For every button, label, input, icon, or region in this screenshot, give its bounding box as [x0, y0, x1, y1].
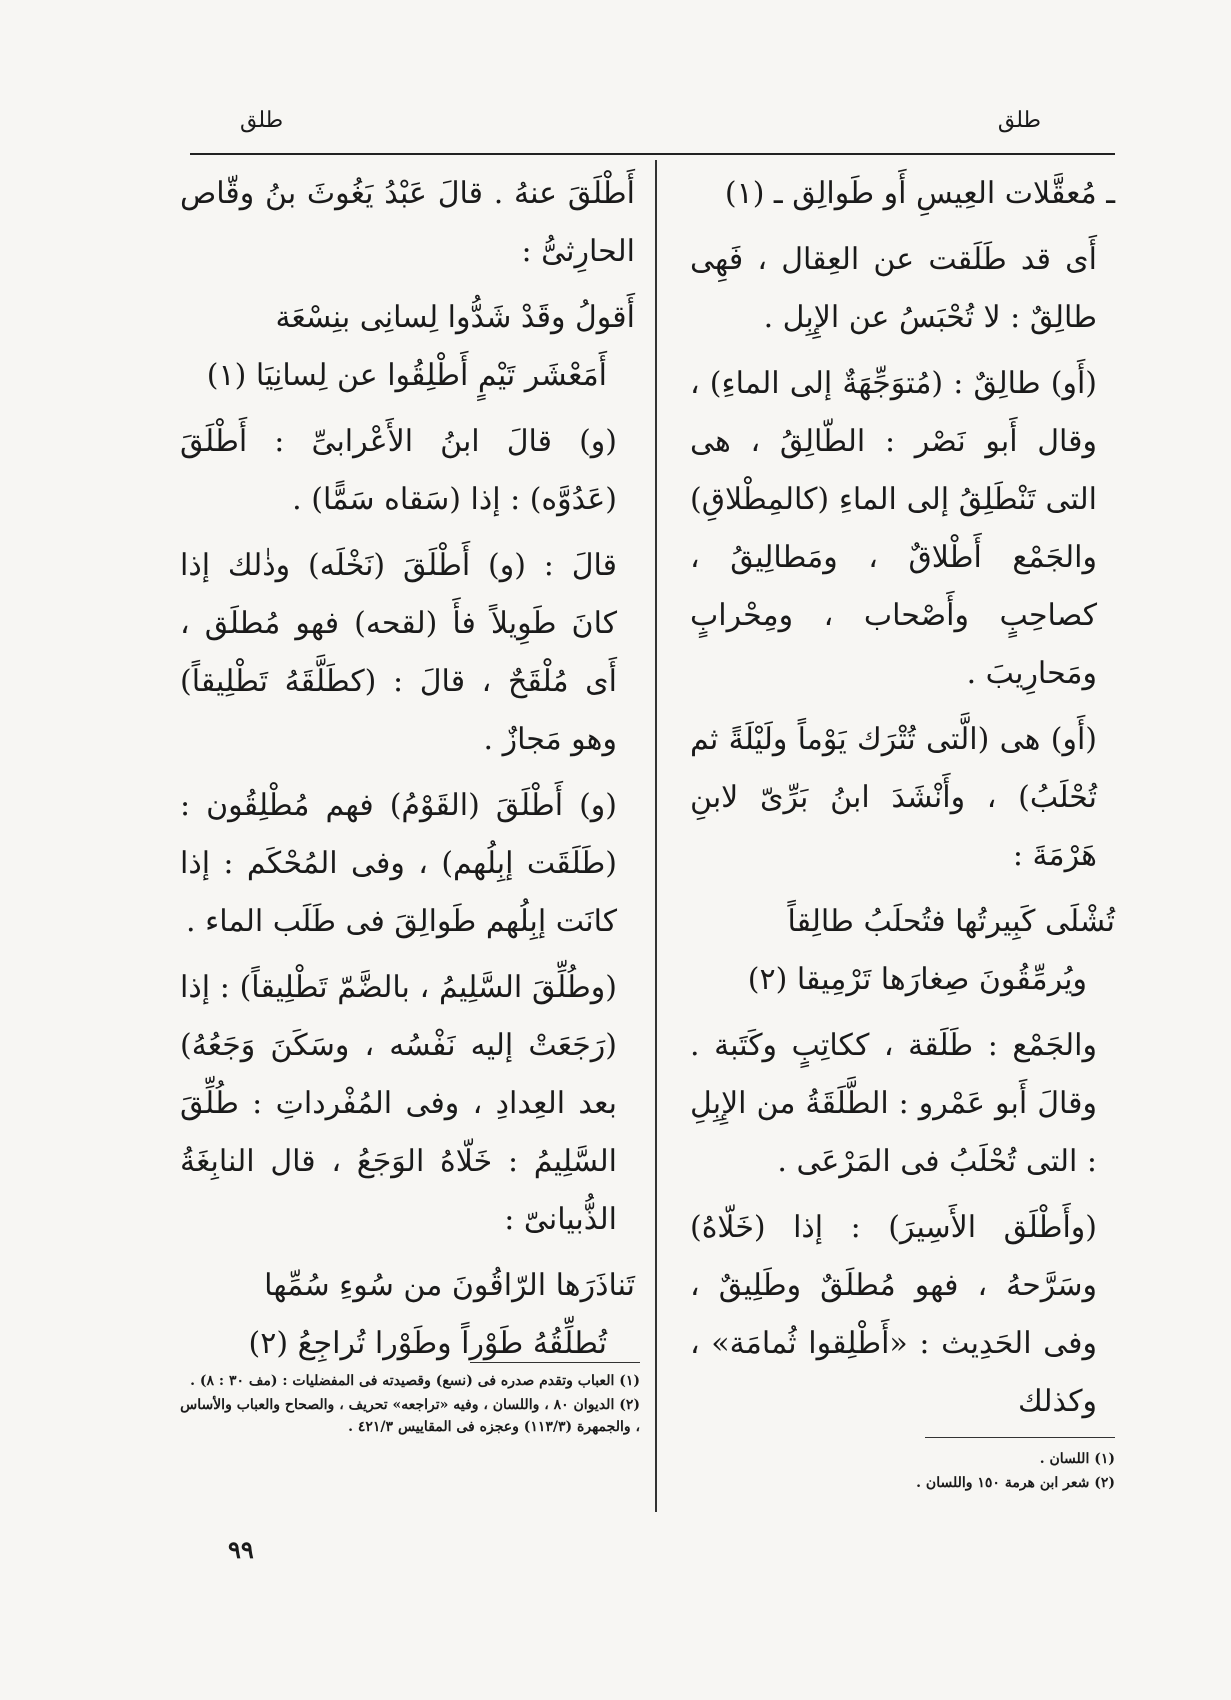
running-header-left: طلق: [240, 108, 284, 133]
right-column: [690, 165, 1115, 1439]
left-verse-2-line-2: تُطلِّقُهُ طَوْراً وطَوْرا تُراجِعُ (٢): [248, 1326, 607, 1361]
footnote-rule-right: [925, 1437, 1115, 1438]
right-verse: [690, 893, 1115, 1009]
footnote-left-2: (٢) الديوان ٨٠ ، واللسان ، وفيه «تراجعه» تحريف ، والصحاح والعباب والأساس ، والجمهرة (١١٣/٣) وعجزه فى المقاييس ٤٢١/٣ .: [180, 1397, 640, 1435]
footnotes-left: [180, 1370, 640, 1440]
left-verse-1-line-1: أَقولُ وقَدْ شَدُّوا لِسانِى بنِسْعَة: [275, 300, 635, 335]
left-para-3: قالَ : (و) أَطْلَقَ (نَخْلَه) وذٰلك إذا كانَ طَوِيلاً فأَ (لقحه) فهو مُطلَق ، أَى مُلْقَحٌ ، قالَ : (كطَلَّقَهُ تَطْلِيقاً) وهو مَجازٌ .: [180, 548, 617, 757]
footnote-rule-left: [470, 1362, 640, 1363]
right-para-3: (أَو) طالِقٌ : (مُتوَجِّهَةٌ إلى الماءِ) ، وقال أَبو نَصْر : الطّالِقُ ، هى التى تَنْطَلِقُ إلى الماءِ (كالمِطْلاقِ) والجَمْع أَطْلاقٌ ، ومَطالِيقُ ، كصاحِبٍ وأَصْحاب ، ومِحْرابٍ ومَحارِيبَ .: [690, 366, 1097, 691]
left-verse-1-line-2: أَمَعْشَر تَيْمٍ أَطْلِقُوا عن لِسانِيَا (١): [206, 358, 607, 393]
page-number: ٩٩: [228, 1535, 254, 1564]
right-para-6: (وأَطْلَق الأَسِيرَ) : إذا (خَلّاهُ) وسَرَّحهُ ، فهو مُطلَقٌ وطَلِيقٌ ، وفى الحَدِيث : «أَطْلِقوا ثُمامَة» ، وكذلك: [690, 1210, 1097, 1419]
right-para-4: (أَو) هى (الَّتى تُتْرَك يَوْماً ولَيْلَةً ثم تُحْلَبُ) ، وأَنْشَدَ ابنُ بَرِّىّ لابنِ هَرْمَةَ :: [690, 722, 1097, 873]
left-para-1: أَطْلَقَ عنهُ . قالَ عَبْدُ يَغُوثَ بنُ وقّاص الحارِثىُّ :: [180, 176, 635, 269]
right-para-1: ـ مُعقَّلات العِيسِ أَو طَوالِق ـ (١): [724, 176, 1115, 211]
left-para-5: (وطُلِّقَ السَّلِيمُ ، بالضَّمّ تَطْلِيقاً) : إذا (رَجَعَتْ إليه نَفْسُه ، وسَكَنَ وَجَعُهُ) بعد العِدادِ ، وفى المُفْرداتِ : طُلِّقَ السَّلِيمُ : خَلّاهُ الوَجَعُ ، قال النابِغَةُ الذُّبيانىّ :: [180, 970, 617, 1237]
left-para-2: (و) قالَ ابنُ الأَعْرابىِّ : أَطْلَقَ (عَدُوَّه) : إذا (سَقاه سَمًّا) .: [180, 424, 617, 517]
footnote-right-2: (٢) شعر ابن هرمة ١٥٠ واللسان .: [916, 1475, 1115, 1491]
left-verse-1: [180, 289, 635, 405]
footnote-left-1: (١) العباب وتقدم صدره فى (نسع) وقصيدته فى المفضليات : (مف ٣٠ : ٨) .: [190, 1373, 640, 1389]
running-header-right: طلق: [997, 108, 1041, 133]
left-verse-2-line-1: تَناذَرَها الرّاقُونَ من سُوءِ سُمِّها: [264, 1268, 635, 1303]
column-divider: [655, 160, 657, 1512]
right-verse-line-2: ويُرمِّقُونَ صِغارَها تَرْمِيقا (٢): [747, 962, 1087, 997]
left-para-4: (و) أَطْلَقَ (القَوْمُ) فهم مُطْلِقُون : (طَلَقَت إبِلُهم) ، وفى المُحْكَم : إذا كانَت إبِلُهم طَوالِقَ فى طَلَب الماء .: [180, 788, 617, 939]
left-column: [180, 165, 635, 1381]
left-verse-2: [180, 1257, 635, 1373]
footnotes-right: [690, 1448, 1115, 1496]
header-rule: [190, 153, 1115, 155]
right-para-2: أَى قد طَلَقت عن العِقال ، فَهِى طالِقٌ : لا تُحْبَسُ عن الإِبِل .: [690, 242, 1097, 335]
footnote-right-1: (١) اللسان .: [1039, 1451, 1115, 1467]
right-para-5: والجَمْع : طَلَقة ، ككاتِبٍ وكَتَبة . وقالَ أَبو عَمْرو : الطَّلَقَةُ من الإِبِلِ : التى تُحْلَبُ فى المَرْعَى .: [690, 1028, 1097, 1179]
right-verse-line-1: تُشْلَى كَبِيرتُها فتُحلَبُ طالِقاً: [787, 904, 1115, 939]
